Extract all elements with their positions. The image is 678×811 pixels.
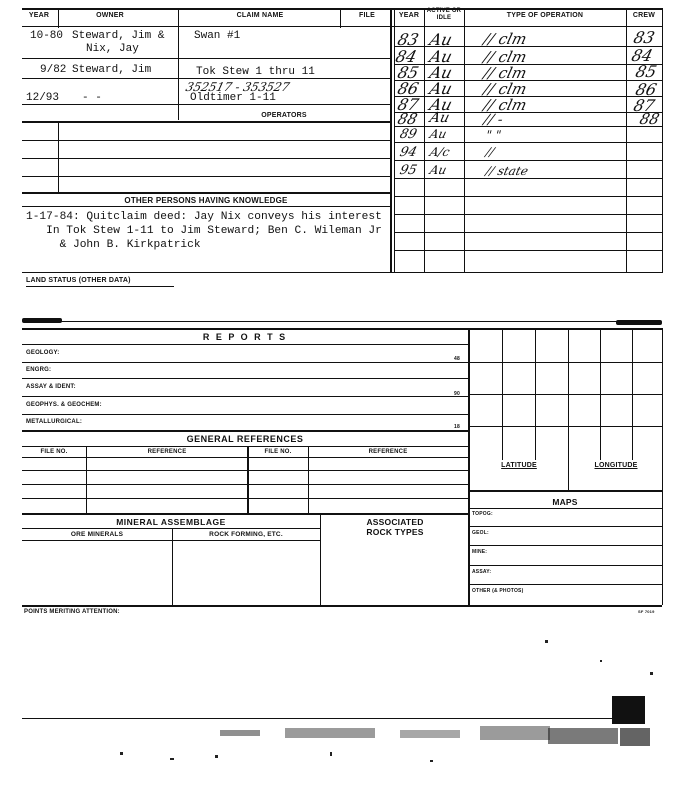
activity-operation: // clm	[481, 96, 529, 114]
associated-rock-types-1: ASSOCIATED	[366, 517, 424, 527]
claim-owner: - -	[82, 92, 102, 104]
report-assay: ASSAY & IDENT:	[26, 384, 76, 390]
row-rule	[394, 160, 662, 161]
divider	[58, 8, 59, 28]
row-rule	[22, 540, 320, 541]
row-rule	[22, 192, 390, 194]
claim-owner: Steward, Jim &	[72, 30, 165, 42]
row-rule	[22, 378, 468, 379]
grid-col	[632, 330, 633, 460]
divider	[662, 328, 663, 605]
divider	[424, 8, 425, 273]
grid-row	[468, 426, 662, 427]
activity-year: 88	[395, 110, 420, 128]
row-rule	[394, 250, 662, 251]
scan-artifact-line	[22, 718, 622, 719]
ref-reference-header-2: REFERENCE	[368, 449, 408, 455]
longitude-label: LONGITUDE	[594, 462, 638, 469]
activity-year: 87	[395, 95, 421, 114]
activity-year: 84	[393, 47, 419, 66]
claim-name-handwritten: 352517 - 353527	[184, 80, 292, 94]
activity-operation: // clm	[481, 30, 529, 48]
row-rule	[22, 272, 662, 273]
row-rule	[22, 498, 468, 499]
row-rule	[394, 232, 662, 233]
report-geology-num: 48	[454, 356, 460, 362]
map-mine: MINE:	[472, 549, 488, 555]
claim-year: 10-80	[30, 30, 64, 42]
header-rule	[22, 26, 662, 27]
activity-status: Au	[427, 63, 455, 82]
operators-label: OPERATORS	[261, 112, 307, 119]
map-other: OTHER (& PHOTOS)	[472, 588, 524, 594]
knowledge-line: 1-17-84: Quitclaim deed: Jay Nix conveys his interest	[26, 211, 382, 223]
grid-row	[468, 362, 662, 363]
row-rule	[22, 396, 468, 397]
activity-operation: // clm	[481, 48, 529, 66]
rock-forming-header: ROCK FORMING, ETC.	[209, 531, 283, 538]
separator	[60, 321, 620, 322]
activity-status: Au	[427, 95, 455, 114]
divider	[172, 528, 173, 605]
header-crew: CREW	[632, 12, 656, 19]
report-metallurgical: METALLURGICAL:	[26, 419, 83, 425]
activity-year: 83	[395, 30, 421, 49]
header-file: FILE	[359, 12, 375, 19]
divider	[662, 8, 663, 273]
row-rule	[22, 528, 320, 529]
ore-minerals-header: ORE MINERALS	[70, 531, 124, 538]
activity-status: A/c	[428, 145, 452, 159]
row-rule	[22, 430, 468, 432]
activity-operation: " "	[484, 128, 503, 142]
row-rule	[22, 484, 468, 485]
activity-year: 85	[395, 63, 421, 82]
bottom-rule	[22, 605, 662, 607]
row-rule	[468, 584, 662, 585]
knowledge-line: In Tok Stew 1-11 to Jim Steward; Ben C. Wileman Jr	[26, 225, 382, 237]
activity-crew: 85	[633, 62, 659, 81]
land-status-label: LAND STATUS (OTHER DATA)	[26, 277, 131, 284]
row-rule	[394, 142, 662, 143]
reports-top-rule	[22, 328, 662, 330]
divider	[626, 8, 627, 273]
scan-artifact-block	[612, 696, 645, 724]
claim-owner: Nix, Jay	[86, 43, 139, 55]
associated-rock-types-2: ROCK TYPES	[366, 527, 424, 537]
row-rule	[394, 196, 662, 197]
header-type-of-operation: TYPE OF OPERATION	[506, 12, 584, 19]
activity-status: Au	[428, 163, 449, 177]
divider	[568, 458, 569, 490]
row-rule	[22, 457, 468, 458]
report-geology: GEOLOGY:	[26, 350, 60, 356]
report-metallurgical-num: 18	[454, 424, 460, 430]
header-active-idle: ACTIVE OR IDLE	[426, 8, 462, 21]
top-border	[22, 8, 662, 10]
divider	[390, 8, 392, 273]
header-year: YEAR	[28, 12, 50, 19]
divider	[340, 8, 341, 28]
latitude-label: LATITUDE	[501, 462, 537, 469]
row-rule	[468, 565, 662, 566]
header-claim-name: CLAIM NAME	[236, 12, 284, 19]
activity-status: Au	[427, 79, 455, 98]
activity-status: Au	[428, 110, 452, 126]
claim-year: 9/82	[40, 64, 67, 76]
claim-year: 12/93	[26, 92, 60, 104]
activity-status: Au	[428, 127, 449, 141]
report-geophys: GEOPHYS. & GEOCHEM:	[26, 402, 102, 408]
activity-operation: // state	[484, 164, 530, 178]
grid-row	[468, 394, 662, 395]
activity-operation: //	[484, 145, 496, 159]
activity-year: 89	[398, 127, 419, 142]
divider	[464, 8, 465, 273]
binder-mark	[22, 318, 62, 323]
operators-rule	[22, 121, 390, 123]
divider	[247, 446, 249, 514]
row-rule	[468, 545, 662, 546]
report-engrg: ENGRG:	[26, 367, 52, 373]
grid-col	[502, 330, 503, 460]
claim-name: Tok Stew 1 thru 11	[196, 66, 315, 78]
map-assay: ASSAY:	[472, 569, 492, 575]
grid-col	[535, 330, 536, 460]
claim-owner: Steward, Jim	[72, 64, 152, 76]
report-geophys-num: 90	[454, 391, 460, 397]
row-rule	[22, 176, 390, 177]
land-status-underline	[26, 286, 174, 287]
row-rule	[22, 78, 390, 79]
row-rule	[22, 104, 390, 105]
row-rule	[22, 344, 468, 345]
row-rule	[22, 206, 390, 207]
divider	[86, 446, 87, 514]
row-rule	[22, 513, 468, 515]
activity-operation: // clm	[481, 64, 529, 82]
mineral-assemblage-title: MINERAL ASSEMBLAGE	[116, 517, 226, 527]
divider	[320, 514, 321, 605]
activity-crew: 84	[629, 46, 655, 65]
claim-name: Swan #1	[194, 30, 241, 42]
activity-status: Au	[427, 47, 455, 66]
row-rule	[394, 178, 662, 179]
points-meriting-attention-label: POINTS MERITING ATTENTION:	[24, 609, 120, 615]
activity-year: 86	[395, 79, 421, 98]
general-references-title: GENERAL REFERENCES	[186, 434, 304, 444]
row-rule	[22, 362, 468, 363]
knowledge-line: & John B. Kirkpatrick	[26, 239, 201, 251]
row-rule	[394, 214, 662, 215]
activity-year: 94	[398, 145, 419, 160]
activity-crew: 88	[637, 110, 662, 128]
divider	[58, 122, 59, 192]
map-topog: TOPOG:	[472, 511, 493, 517]
row-rule	[22, 58, 390, 59]
ref-file-no-header: FILE NO.	[40, 449, 68, 455]
header-owner: OWNER	[96, 12, 124, 19]
ref-file-no-header-2: FILE NO.	[264, 449, 292, 455]
activity-operation: // clm	[481, 80, 529, 98]
row-rule	[22, 158, 390, 159]
activity-crew: 87	[631, 96, 657, 115]
map-geol: GEOL:	[472, 530, 489, 536]
row-rule	[22, 470, 468, 471]
row-rule	[468, 490, 662, 492]
activity-operation: // -	[482, 112, 505, 128]
row-rule	[468, 508, 662, 509]
row-rule	[22, 414, 468, 415]
activity-status: Au	[427, 30, 455, 49]
row-rule	[468, 526, 662, 527]
header-activity-year: YEAR	[398, 12, 420, 19]
grid-col	[568, 330, 569, 460]
reports-title: R E P O R T S	[202, 332, 288, 342]
binder-mark	[616, 320, 662, 325]
divider	[308, 446, 309, 514]
maps-title: MAPS	[552, 497, 578, 507]
claim-name: Oldtimer 1-11	[190, 92, 276, 104]
form-number: SF 7019	[638, 609, 655, 614]
activity-crew: 83	[631, 28, 657, 47]
grid-col	[600, 330, 601, 460]
knowledge-label: OTHER PERSONS HAVING KNOWLEDGE	[124, 196, 288, 205]
row-rule	[22, 140, 390, 141]
ref-reference-header: REFERENCE	[147, 449, 187, 455]
activity-year: 95	[398, 163, 419, 178]
row-rule	[22, 446, 468, 447]
activity-crew: 86	[633, 80, 659, 99]
